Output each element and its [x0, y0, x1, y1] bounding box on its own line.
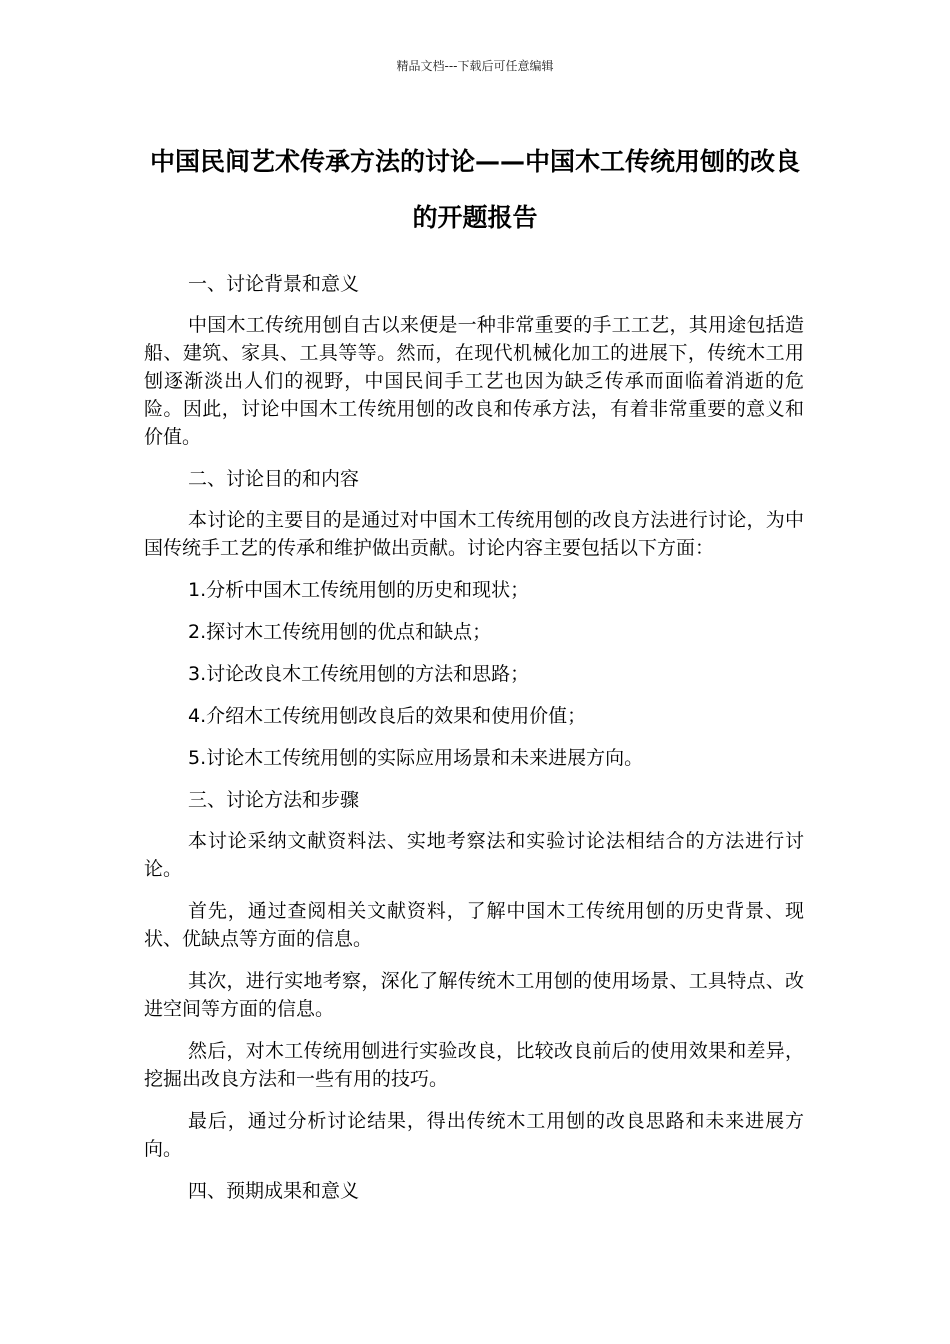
section-heading-purpose: 二、讨论目的和内容	[188, 468, 360, 490]
list-item: 1.分析中国木工传统用刨的历史和现状；	[188, 579, 530, 601]
document-title: 中国民间艺术传承方法的讨论——中国木工传统用刨的改良的开题报告	[149, 147, 800, 232]
paragraph: 最后，通过分析讨论结果，得出传统木工用刨的改良思路和未来进展方向。	[144, 1110, 804, 1160]
list-item: 3.讨论改良木工传统用刨的方法和思路；	[188, 663, 530, 685]
section-heading-outcomes: 四、预期成果和意义	[188, 1180, 360, 1202]
section-heading-methods: 三、讨论方法和步骤	[188, 789, 360, 811]
paragraph: 本讨论的主要目的是通过对中国木工传统用刨的改良方法进行讨论，为中国传统手工艺的传承和维护做出贡献。讨论内容主要包括以下方面：	[144, 509, 804, 559]
list-item: 2.探讨木工传统用刨的优点和缺点；	[188, 621, 492, 643]
list-item: 5.讨论木工传统用刨的实际应用场景和未来进展方向。	[188, 747, 644, 769]
paragraph: 首先，通过查阅相关文献资料，了解中国木工传统用刨的历史背景、现状、优缺点等方面的信息。	[144, 900, 804, 950]
paragraph: 然后，对木工传统用刨进行实验改良，比较改良前后的使用效果和差异，挖掘出改良方法和一些有用的技巧。	[144, 1040, 804, 1090]
list-item: 4.介绍木工传统用刨改良后的效果和使用价值；	[188, 705, 587, 727]
section-heading-background: 一、讨论背景和意义	[188, 273, 360, 295]
paragraph: 中国木工传统用刨自古以来便是一种非常重要的手工工艺，其用途包括造船、建筑、家具、工具等等。然而，在现代机械化加工的进展下，传统木工用刨逐渐淡出人们的视野，中国民间手工艺也因为缺乏传承而面临着消逝的危险。因此，讨论中国木工传统用刨的改良和传承方法，有着非常重要的意义和价值。	[144, 314, 804, 448]
paragraph: 其次，进行实地考察，深化了解传统木工用刨的使用场景、工具特点、改进空间等方面的信息。	[144, 970, 804, 1020]
document-body	[144, 270, 804, 1218]
header-note: 精品文档---下载后可任意编辑	[396, 59, 554, 73]
paragraph: 本讨论采纳文献资料法、实地考察法和实验讨论法相结合的方法进行讨论。	[144, 830, 804, 880]
